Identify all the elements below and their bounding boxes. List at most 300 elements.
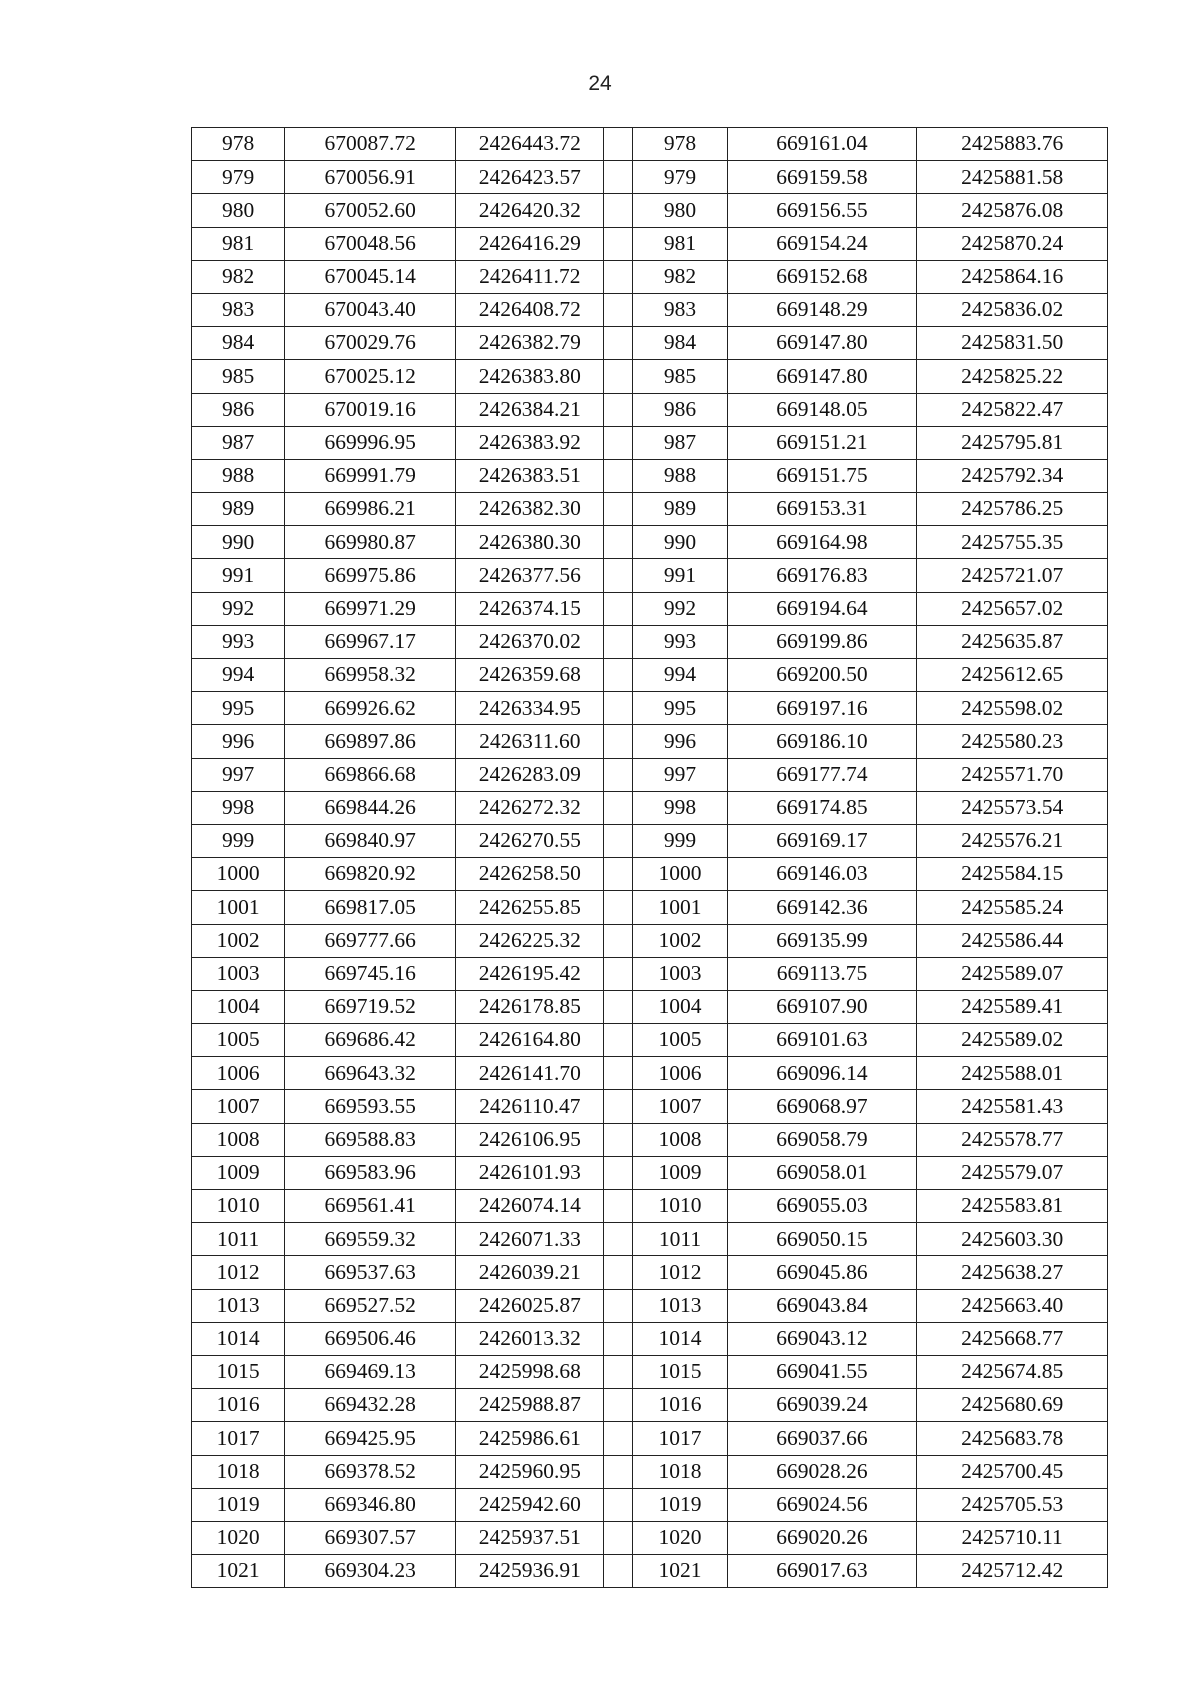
- right-y-coordinate-cell: 2425700.45: [917, 1455, 1108, 1488]
- right-point-number-cell: 983: [633, 293, 727, 326]
- right-x-coordinate-cell: 669045.86: [727, 1256, 917, 1289]
- left-y-coordinate-cell: 2426359.68: [456, 659, 604, 692]
- table-row: [192, 692, 1108, 725]
- left-y-coordinate-cell: 2425936.91: [456, 1555, 604, 1588]
- left-x-coordinate-cell: 669537.63: [285, 1256, 456, 1289]
- right-y-coordinate-cell: 2425792.34: [917, 459, 1108, 492]
- right-y-coordinate-cell: 2425581.43: [917, 1090, 1108, 1123]
- left-point-number-cell: 980: [192, 194, 285, 227]
- left-point-number-cell: 1010: [192, 1190, 285, 1223]
- right-y-coordinate-cell: 2425586.44: [917, 924, 1108, 957]
- left-x-coordinate-cell: 669561.41: [285, 1190, 456, 1223]
- right-point-number-cell: 984: [633, 327, 727, 360]
- table-row: [192, 459, 1108, 492]
- left-x-coordinate-cell: 669425.95: [285, 1422, 456, 1455]
- left-point-number-cell: 1009: [192, 1156, 285, 1189]
- table-row: [192, 1256, 1108, 1289]
- left-point-number-cell: 998: [192, 791, 285, 824]
- right-y-coordinate-cell: 2425635.87: [917, 625, 1108, 658]
- left-y-coordinate-cell: 2425998.68: [456, 1355, 604, 1388]
- left-point-number-cell: 999: [192, 824, 285, 857]
- left-point-number-cell: 1003: [192, 957, 285, 990]
- right-x-coordinate-cell: 669020.26: [727, 1521, 917, 1554]
- left-x-coordinate-cell: 670087.72: [285, 128, 456, 161]
- left-y-coordinate-cell: 2426025.87: [456, 1289, 604, 1322]
- table-row: [192, 791, 1108, 824]
- left-y-coordinate-cell: 2426383.92: [456, 426, 604, 459]
- table-row: [192, 924, 1108, 957]
- left-x-coordinate-cell: 669583.96: [285, 1156, 456, 1189]
- table-row: [192, 1289, 1108, 1322]
- left-point-number-cell: 995: [192, 692, 285, 725]
- separator-cell: [604, 559, 633, 592]
- left-y-coordinate-cell: 2426334.95: [456, 692, 604, 725]
- table-row: [192, 559, 1108, 592]
- right-y-coordinate-cell: 2425721.07: [917, 559, 1108, 592]
- left-y-coordinate-cell: 2426178.85: [456, 990, 604, 1023]
- table-row: [192, 1555, 1108, 1588]
- separator-cell: [604, 1256, 633, 1289]
- separator-cell: [604, 293, 633, 326]
- left-point-number-cell: 982: [192, 260, 285, 293]
- right-x-coordinate-cell: 669200.50: [727, 659, 917, 692]
- right-point-number-cell: 986: [633, 393, 727, 426]
- right-point-number-cell: 999: [633, 824, 727, 857]
- left-point-number-cell: 1020: [192, 1521, 285, 1554]
- left-y-coordinate-cell: 2426382.30: [456, 493, 604, 526]
- table-row: [192, 625, 1108, 658]
- left-y-coordinate-cell: 2425937.51: [456, 1521, 604, 1554]
- right-y-coordinate-cell: 2425705.53: [917, 1488, 1108, 1521]
- left-x-coordinate-cell: 669527.52: [285, 1289, 456, 1322]
- right-y-coordinate-cell: 2425657.02: [917, 592, 1108, 625]
- right-point-number-cell: 994: [633, 659, 727, 692]
- separator-cell: [604, 426, 633, 459]
- separator-cell: [604, 526, 633, 559]
- left-y-coordinate-cell: 2425960.95: [456, 1455, 604, 1488]
- right-point-number-cell: 1002: [633, 924, 727, 957]
- table-row: [192, 360, 1108, 393]
- separator-cell: [604, 1289, 633, 1322]
- right-x-coordinate-cell: 669050.15: [727, 1223, 917, 1256]
- table-row: [192, 1223, 1108, 1256]
- left-point-number-cell: 991: [192, 559, 285, 592]
- separator-cell: [604, 227, 633, 260]
- right-x-coordinate-cell: 669028.26: [727, 1455, 917, 1488]
- left-y-coordinate-cell: 2426383.51: [456, 459, 604, 492]
- left-x-coordinate-cell: 669975.86: [285, 559, 456, 592]
- separator-cell: [604, 194, 633, 227]
- left-point-number-cell: 993: [192, 625, 285, 658]
- left-point-number-cell: 997: [192, 758, 285, 791]
- right-x-coordinate-cell: 669174.85: [727, 791, 917, 824]
- right-point-number-cell: 1021: [633, 1555, 727, 1588]
- left-point-number-cell: 984: [192, 327, 285, 360]
- left-x-coordinate-cell: 669996.95: [285, 426, 456, 459]
- left-point-number-cell: 992: [192, 592, 285, 625]
- separator-cell: [604, 459, 633, 492]
- left-x-coordinate-cell: 669378.52: [285, 1455, 456, 1488]
- table-row: [192, 128, 1108, 161]
- right-point-number-cell: 992: [633, 592, 727, 625]
- right-y-coordinate-cell: 2425589.02: [917, 1024, 1108, 1057]
- left-y-coordinate-cell: 2426311.60: [456, 725, 604, 758]
- right-point-number-cell: 990: [633, 526, 727, 559]
- separator-cell: [604, 1123, 633, 1156]
- separator-cell: [604, 1455, 633, 1488]
- right-x-coordinate-cell: 669037.66: [727, 1422, 917, 1455]
- left-y-coordinate-cell: 2425942.60: [456, 1488, 604, 1521]
- table-row: [192, 659, 1108, 692]
- left-x-coordinate-cell: 669820.92: [285, 858, 456, 891]
- left-point-number-cell: 1015: [192, 1355, 285, 1388]
- table-row: [192, 957, 1108, 990]
- separator-cell: [604, 161, 633, 194]
- left-point-number-cell: 1013: [192, 1289, 285, 1322]
- right-x-coordinate-cell: 669148.29: [727, 293, 917, 326]
- left-x-coordinate-cell: 670043.40: [285, 293, 456, 326]
- left-point-number-cell: 1014: [192, 1322, 285, 1355]
- right-y-coordinate-cell: 2425836.02: [917, 293, 1108, 326]
- left-y-coordinate-cell: 2426374.15: [456, 592, 604, 625]
- left-y-coordinate-cell: 2426377.56: [456, 559, 604, 592]
- left-x-coordinate-cell: 669971.29: [285, 592, 456, 625]
- right-point-number-cell: 1018: [633, 1455, 727, 1488]
- table-row: [192, 725, 1108, 758]
- left-point-number-cell: 986: [192, 393, 285, 426]
- right-x-coordinate-cell: 669058.79: [727, 1123, 917, 1156]
- left-y-coordinate-cell: 2426101.93: [456, 1156, 604, 1189]
- right-y-coordinate-cell: 2425822.47: [917, 393, 1108, 426]
- right-x-coordinate-cell: 669156.55: [727, 194, 917, 227]
- table-row: [192, 824, 1108, 857]
- right-x-coordinate-cell: 669153.31: [727, 493, 917, 526]
- right-x-coordinate-cell: 669068.97: [727, 1090, 917, 1123]
- right-x-coordinate-cell: 669159.58: [727, 161, 917, 194]
- right-y-coordinate-cell: 2425680.69: [917, 1389, 1108, 1422]
- left-point-number-cell: 996: [192, 725, 285, 758]
- left-point-number-cell: 1002: [192, 924, 285, 957]
- right-x-coordinate-cell: 669101.63: [727, 1024, 917, 1057]
- table-row: [192, 758, 1108, 791]
- left-point-number-cell: 1007: [192, 1090, 285, 1123]
- left-point-number-cell: 994: [192, 659, 285, 692]
- right-y-coordinate-cell: 2425638.27: [917, 1256, 1108, 1289]
- right-point-number-cell: 989: [633, 493, 727, 526]
- right-point-number-cell: 982: [633, 260, 727, 293]
- left-y-coordinate-cell: 2426039.21: [456, 1256, 604, 1289]
- left-x-coordinate-cell: 669967.17: [285, 625, 456, 658]
- right-point-number-cell: 1012: [633, 1256, 727, 1289]
- right-point-number-cell: 998: [633, 791, 727, 824]
- right-point-number-cell: 1019: [633, 1488, 727, 1521]
- separator-cell: [604, 1156, 633, 1189]
- right-y-coordinate-cell: 2425668.77: [917, 1322, 1108, 1355]
- separator-cell: [604, 659, 633, 692]
- left-x-coordinate-cell: 670045.14: [285, 260, 456, 293]
- right-point-number-cell: 1010: [633, 1190, 727, 1223]
- separator-cell: [604, 858, 633, 891]
- right-x-coordinate-cell: 669055.03: [727, 1190, 917, 1223]
- left-x-coordinate-cell: 670048.56: [285, 227, 456, 260]
- right-y-coordinate-cell: 2425589.41: [917, 990, 1108, 1023]
- coordinate-table-body: [192, 128, 1108, 1588]
- left-y-coordinate-cell: 2426380.30: [456, 526, 604, 559]
- separator-cell: [604, 1555, 633, 1588]
- separator-cell: [604, 924, 633, 957]
- left-point-number-cell: 1004: [192, 990, 285, 1023]
- right-point-number-cell: 985: [633, 360, 727, 393]
- right-x-coordinate-cell: 669043.84: [727, 1289, 917, 1322]
- right-point-number-cell: 1015: [633, 1355, 727, 1388]
- right-y-coordinate-cell: 2425876.08: [917, 194, 1108, 227]
- left-x-coordinate-cell: 669745.16: [285, 957, 456, 990]
- right-x-coordinate-cell: 669058.01: [727, 1156, 917, 1189]
- right-x-coordinate-cell: 669152.68: [727, 260, 917, 293]
- table-row: [192, 526, 1108, 559]
- left-point-number-cell: 979: [192, 161, 285, 194]
- separator-cell: [604, 1322, 633, 1355]
- right-x-coordinate-cell: 669194.64: [727, 592, 917, 625]
- separator-cell: [604, 824, 633, 857]
- table-row: [192, 1156, 1108, 1189]
- separator-cell: [604, 360, 633, 393]
- table-row: [192, 858, 1108, 891]
- separator-cell: [604, 493, 633, 526]
- right-point-number-cell: 988: [633, 459, 727, 492]
- left-y-coordinate-cell: 2425988.87: [456, 1389, 604, 1422]
- right-x-coordinate-cell: 669107.90: [727, 990, 917, 1023]
- left-point-number-cell: 1021: [192, 1555, 285, 1588]
- right-y-coordinate-cell: 2425881.58: [917, 161, 1108, 194]
- right-x-coordinate-cell: 669147.80: [727, 327, 917, 360]
- right-y-coordinate-cell: 2425683.78: [917, 1422, 1108, 1455]
- right-x-coordinate-cell: 669041.55: [727, 1355, 917, 1388]
- separator-cell: [604, 990, 633, 1023]
- separator-cell: [604, 957, 633, 990]
- right-x-coordinate-cell: 669154.24: [727, 227, 917, 260]
- left-y-coordinate-cell: 2426423.57: [456, 161, 604, 194]
- left-point-number-cell: 1019: [192, 1488, 285, 1521]
- right-x-coordinate-cell: 669186.10: [727, 725, 917, 758]
- right-x-coordinate-cell: 669169.17: [727, 824, 917, 857]
- table-row: [192, 426, 1108, 459]
- right-y-coordinate-cell: 2425576.21: [917, 824, 1108, 857]
- left-y-coordinate-cell: 2426110.47: [456, 1090, 604, 1123]
- separator-cell: [604, 1488, 633, 1521]
- right-point-number-cell: 1009: [633, 1156, 727, 1189]
- right-y-coordinate-cell: 2425883.76: [917, 128, 1108, 161]
- table-row: [192, 493, 1108, 526]
- right-point-number-cell: 1013: [633, 1289, 727, 1322]
- right-y-coordinate-cell: 2425612.65: [917, 659, 1108, 692]
- right-y-coordinate-cell: 2425825.22: [917, 360, 1108, 393]
- right-x-coordinate-cell: 669151.21: [727, 426, 917, 459]
- right-y-coordinate-cell: 2425580.23: [917, 725, 1108, 758]
- right-point-number-cell: 993: [633, 625, 727, 658]
- right-x-coordinate-cell: 669017.63: [727, 1555, 917, 1588]
- left-point-number-cell: 987: [192, 426, 285, 459]
- separator-cell: [604, 891, 633, 924]
- left-x-coordinate-cell: 669991.79: [285, 459, 456, 492]
- table-row: [192, 1389, 1108, 1422]
- left-x-coordinate-cell: 669817.05: [285, 891, 456, 924]
- left-x-coordinate-cell: 669980.87: [285, 526, 456, 559]
- separator-cell: [604, 1355, 633, 1388]
- right-point-number-cell: 996: [633, 725, 727, 758]
- left-point-number-cell: 1011: [192, 1223, 285, 1256]
- right-x-coordinate-cell: 669177.74: [727, 758, 917, 791]
- left-y-coordinate-cell: 2426258.50: [456, 858, 604, 891]
- coordinate-table: [191, 127, 1108, 1588]
- right-y-coordinate-cell: 2425786.25: [917, 493, 1108, 526]
- left-x-coordinate-cell: 670019.16: [285, 393, 456, 426]
- left-x-coordinate-cell: 670025.12: [285, 360, 456, 393]
- left-y-coordinate-cell: 2426272.32: [456, 791, 604, 824]
- right-y-coordinate-cell: 2425831.50: [917, 327, 1108, 360]
- separator-cell: [604, 1422, 633, 1455]
- right-y-coordinate-cell: 2425588.01: [917, 1057, 1108, 1090]
- left-point-number-cell: 1001: [192, 891, 285, 924]
- table-row: [192, 1521, 1108, 1554]
- right-point-number-cell: 1008: [633, 1123, 727, 1156]
- left-y-coordinate-cell: 2426411.72: [456, 260, 604, 293]
- left-x-coordinate-cell: 669897.86: [285, 725, 456, 758]
- right-x-coordinate-cell: 669146.03: [727, 858, 917, 891]
- right-y-coordinate-cell: 2425864.16: [917, 260, 1108, 293]
- right-y-coordinate-cell: 2425598.02: [917, 692, 1108, 725]
- left-x-coordinate-cell: 669593.55: [285, 1090, 456, 1123]
- separator-cell: [604, 692, 633, 725]
- separator-cell: [604, 327, 633, 360]
- left-y-coordinate-cell: 2426270.55: [456, 824, 604, 857]
- left-x-coordinate-cell: 669304.23: [285, 1555, 456, 1588]
- right-point-number-cell: 978: [633, 128, 727, 161]
- separator-cell: [604, 260, 633, 293]
- right-point-number-cell: 1016: [633, 1389, 727, 1422]
- right-x-coordinate-cell: 669135.99: [727, 924, 917, 957]
- right-point-number-cell: 987: [633, 426, 727, 459]
- left-x-coordinate-cell: 669346.80: [285, 1488, 456, 1521]
- right-y-coordinate-cell: 2425573.54: [917, 791, 1108, 824]
- left-x-coordinate-cell: 669866.68: [285, 758, 456, 791]
- right-point-number-cell: 979: [633, 161, 727, 194]
- left-x-coordinate-cell: 669840.97: [285, 824, 456, 857]
- right-point-number-cell: 1007: [633, 1090, 727, 1123]
- right-point-number-cell: 981: [633, 227, 727, 260]
- table-row: [192, 393, 1108, 426]
- left-point-number-cell: 988: [192, 459, 285, 492]
- left-x-coordinate-cell: 669307.57: [285, 1521, 456, 1554]
- right-x-coordinate-cell: 669147.80: [727, 360, 917, 393]
- right-point-number-cell: 991: [633, 559, 727, 592]
- right-x-coordinate-cell: 669148.05: [727, 393, 917, 426]
- left-point-number-cell: 983: [192, 293, 285, 326]
- right-y-coordinate-cell: 2425795.81: [917, 426, 1108, 459]
- separator-cell: [604, 1223, 633, 1256]
- right-y-coordinate-cell: 2425585.24: [917, 891, 1108, 924]
- left-x-coordinate-cell: 669469.13: [285, 1355, 456, 1388]
- table-row: [192, 990, 1108, 1023]
- table-row: [192, 1090, 1108, 1123]
- table-row: [192, 1057, 1108, 1090]
- separator-cell: [604, 592, 633, 625]
- left-point-number-cell: 989: [192, 493, 285, 526]
- left-y-coordinate-cell: 2426370.02: [456, 625, 604, 658]
- left-x-coordinate-cell: 669506.46: [285, 1322, 456, 1355]
- right-y-coordinate-cell: 2425712.42: [917, 1555, 1108, 1588]
- left-y-coordinate-cell: 2426195.42: [456, 957, 604, 990]
- table-row: [192, 1123, 1108, 1156]
- right-point-number-cell: 1003: [633, 957, 727, 990]
- right-y-coordinate-cell: 2425755.35: [917, 526, 1108, 559]
- left-point-number-cell: 1000: [192, 858, 285, 891]
- left-point-number-cell: 1006: [192, 1057, 285, 1090]
- left-y-coordinate-cell: 2426141.70: [456, 1057, 604, 1090]
- table-row: [192, 1322, 1108, 1355]
- separator-cell: [604, 1389, 633, 1422]
- left-point-number-cell: 1012: [192, 1256, 285, 1289]
- left-x-coordinate-cell: 670056.91: [285, 161, 456, 194]
- right-y-coordinate-cell: 2425603.30: [917, 1223, 1108, 1256]
- left-y-coordinate-cell: 2426382.79: [456, 327, 604, 360]
- right-y-coordinate-cell: 2425870.24: [917, 227, 1108, 260]
- right-x-coordinate-cell: 669176.83: [727, 559, 917, 592]
- right-x-coordinate-cell: 669142.36: [727, 891, 917, 924]
- left-y-coordinate-cell: 2426074.14: [456, 1190, 604, 1223]
- left-x-coordinate-cell: 669986.21: [285, 493, 456, 526]
- table-row: [192, 592, 1108, 625]
- left-y-coordinate-cell: 2426225.32: [456, 924, 604, 957]
- left-point-number-cell: 1016: [192, 1389, 285, 1422]
- right-x-coordinate-cell: 669039.24: [727, 1389, 917, 1422]
- table-row: [192, 1355, 1108, 1388]
- right-point-number-cell: 1017: [633, 1422, 727, 1455]
- left-y-coordinate-cell: 2425986.61: [456, 1422, 604, 1455]
- left-x-coordinate-cell: 669643.32: [285, 1057, 456, 1090]
- right-x-coordinate-cell: 669164.98: [727, 526, 917, 559]
- left-y-coordinate-cell: 2426383.80: [456, 360, 604, 393]
- left-point-number-cell: 1005: [192, 1024, 285, 1057]
- page-number: 24: [588, 72, 612, 95]
- right-x-coordinate-cell: 669197.16: [727, 692, 917, 725]
- left-point-number-cell: 981: [192, 227, 285, 260]
- right-point-number-cell: 1014: [633, 1322, 727, 1355]
- left-x-coordinate-cell: 669926.62: [285, 692, 456, 725]
- left-y-coordinate-cell: 2426013.32: [456, 1322, 604, 1355]
- separator-cell: [604, 758, 633, 791]
- right-point-number-cell: 997: [633, 758, 727, 791]
- right-point-number-cell: 980: [633, 194, 727, 227]
- left-point-number-cell: 1008: [192, 1123, 285, 1156]
- left-x-coordinate-cell: 669777.66: [285, 924, 456, 957]
- table-row: [192, 891, 1108, 924]
- separator-cell: [604, 625, 633, 658]
- right-y-coordinate-cell: 2425674.85: [917, 1355, 1108, 1388]
- left-y-coordinate-cell: 2426416.29: [456, 227, 604, 260]
- left-x-coordinate-cell: 670052.60: [285, 194, 456, 227]
- right-point-number-cell: 995: [633, 692, 727, 725]
- right-point-number-cell: 1011: [633, 1223, 727, 1256]
- left-point-number-cell: 990: [192, 526, 285, 559]
- right-y-coordinate-cell: 2425710.11: [917, 1521, 1108, 1554]
- right-point-number-cell: 1006: [633, 1057, 727, 1090]
- right-x-coordinate-cell: 669024.56: [727, 1488, 917, 1521]
- separator-cell: [604, 128, 633, 161]
- right-x-coordinate-cell: 669096.14: [727, 1057, 917, 1090]
- left-x-coordinate-cell: 669432.28: [285, 1389, 456, 1422]
- left-y-coordinate-cell: 2426408.72: [456, 293, 604, 326]
